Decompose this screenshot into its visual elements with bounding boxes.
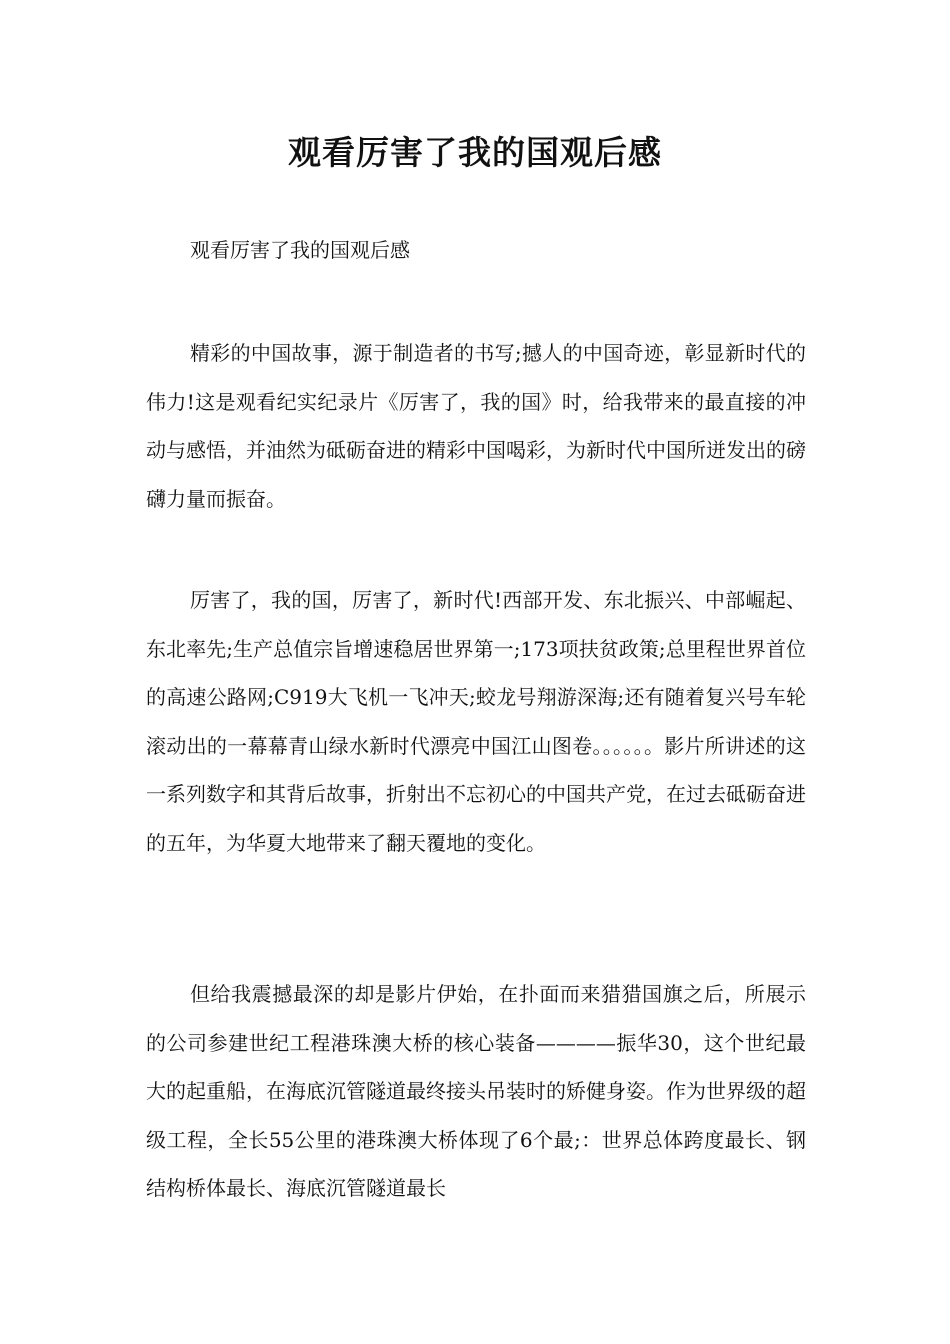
paragraph-1: 精彩的中国故事，源于制造者的书写;撼人的中国奇迹，彰显新时代的伟力!这是观看纪实纪录片《厉害了，我的国》时，给我带来的最直接的冲动与感悟，并油然为砥砺奋进的精彩中国喝彩，为新时代中国所迸发出的磅礴力量而振奋。 (146, 341, 806, 511)
document-title: 观看厉害了我的国观后感 (288, 133, 662, 172)
document-subtitle: 观看厉害了我的国观后感 (190, 238, 410, 262)
paragraph-2: 厉害了，我的国，厉害了，新时代!西部开发、东北振兴、中部崛起、东北率先;生产总值宗旨增速稳居世界第一;173项扶贫政策;总里程世界首位的高速公路网;C919大飞机一飞冲天;蛟龙号翔游深海;还有随着复兴号车轮滚动出的一幕幕青山绿水新时代漂亮中国江山图卷。。。。。。影片所讲述的这一系列数字和其背后故事，折射出不忘初心的中国共产党，在过去砥砺奋进的五年，为华夏大地带来了翻天覆地的变化。 (146, 588, 806, 855)
paragraph-3: 但给我震撼最深的却是影片伊始，在扑面而来猎猎国旗之后，所展示的公司参建世纪工程港珠澳大桥的核心装备————振华30，这个世纪最大的起重船，在海底沉管隧道最终接头吊装时的矫健身姿。作为世界级的超级工程，全长55公里的港珠澳大桥体现了6个最;：世界总体跨度最长、钢结构桥体最长、海底沉管隧道最长 (146, 982, 806, 1200)
